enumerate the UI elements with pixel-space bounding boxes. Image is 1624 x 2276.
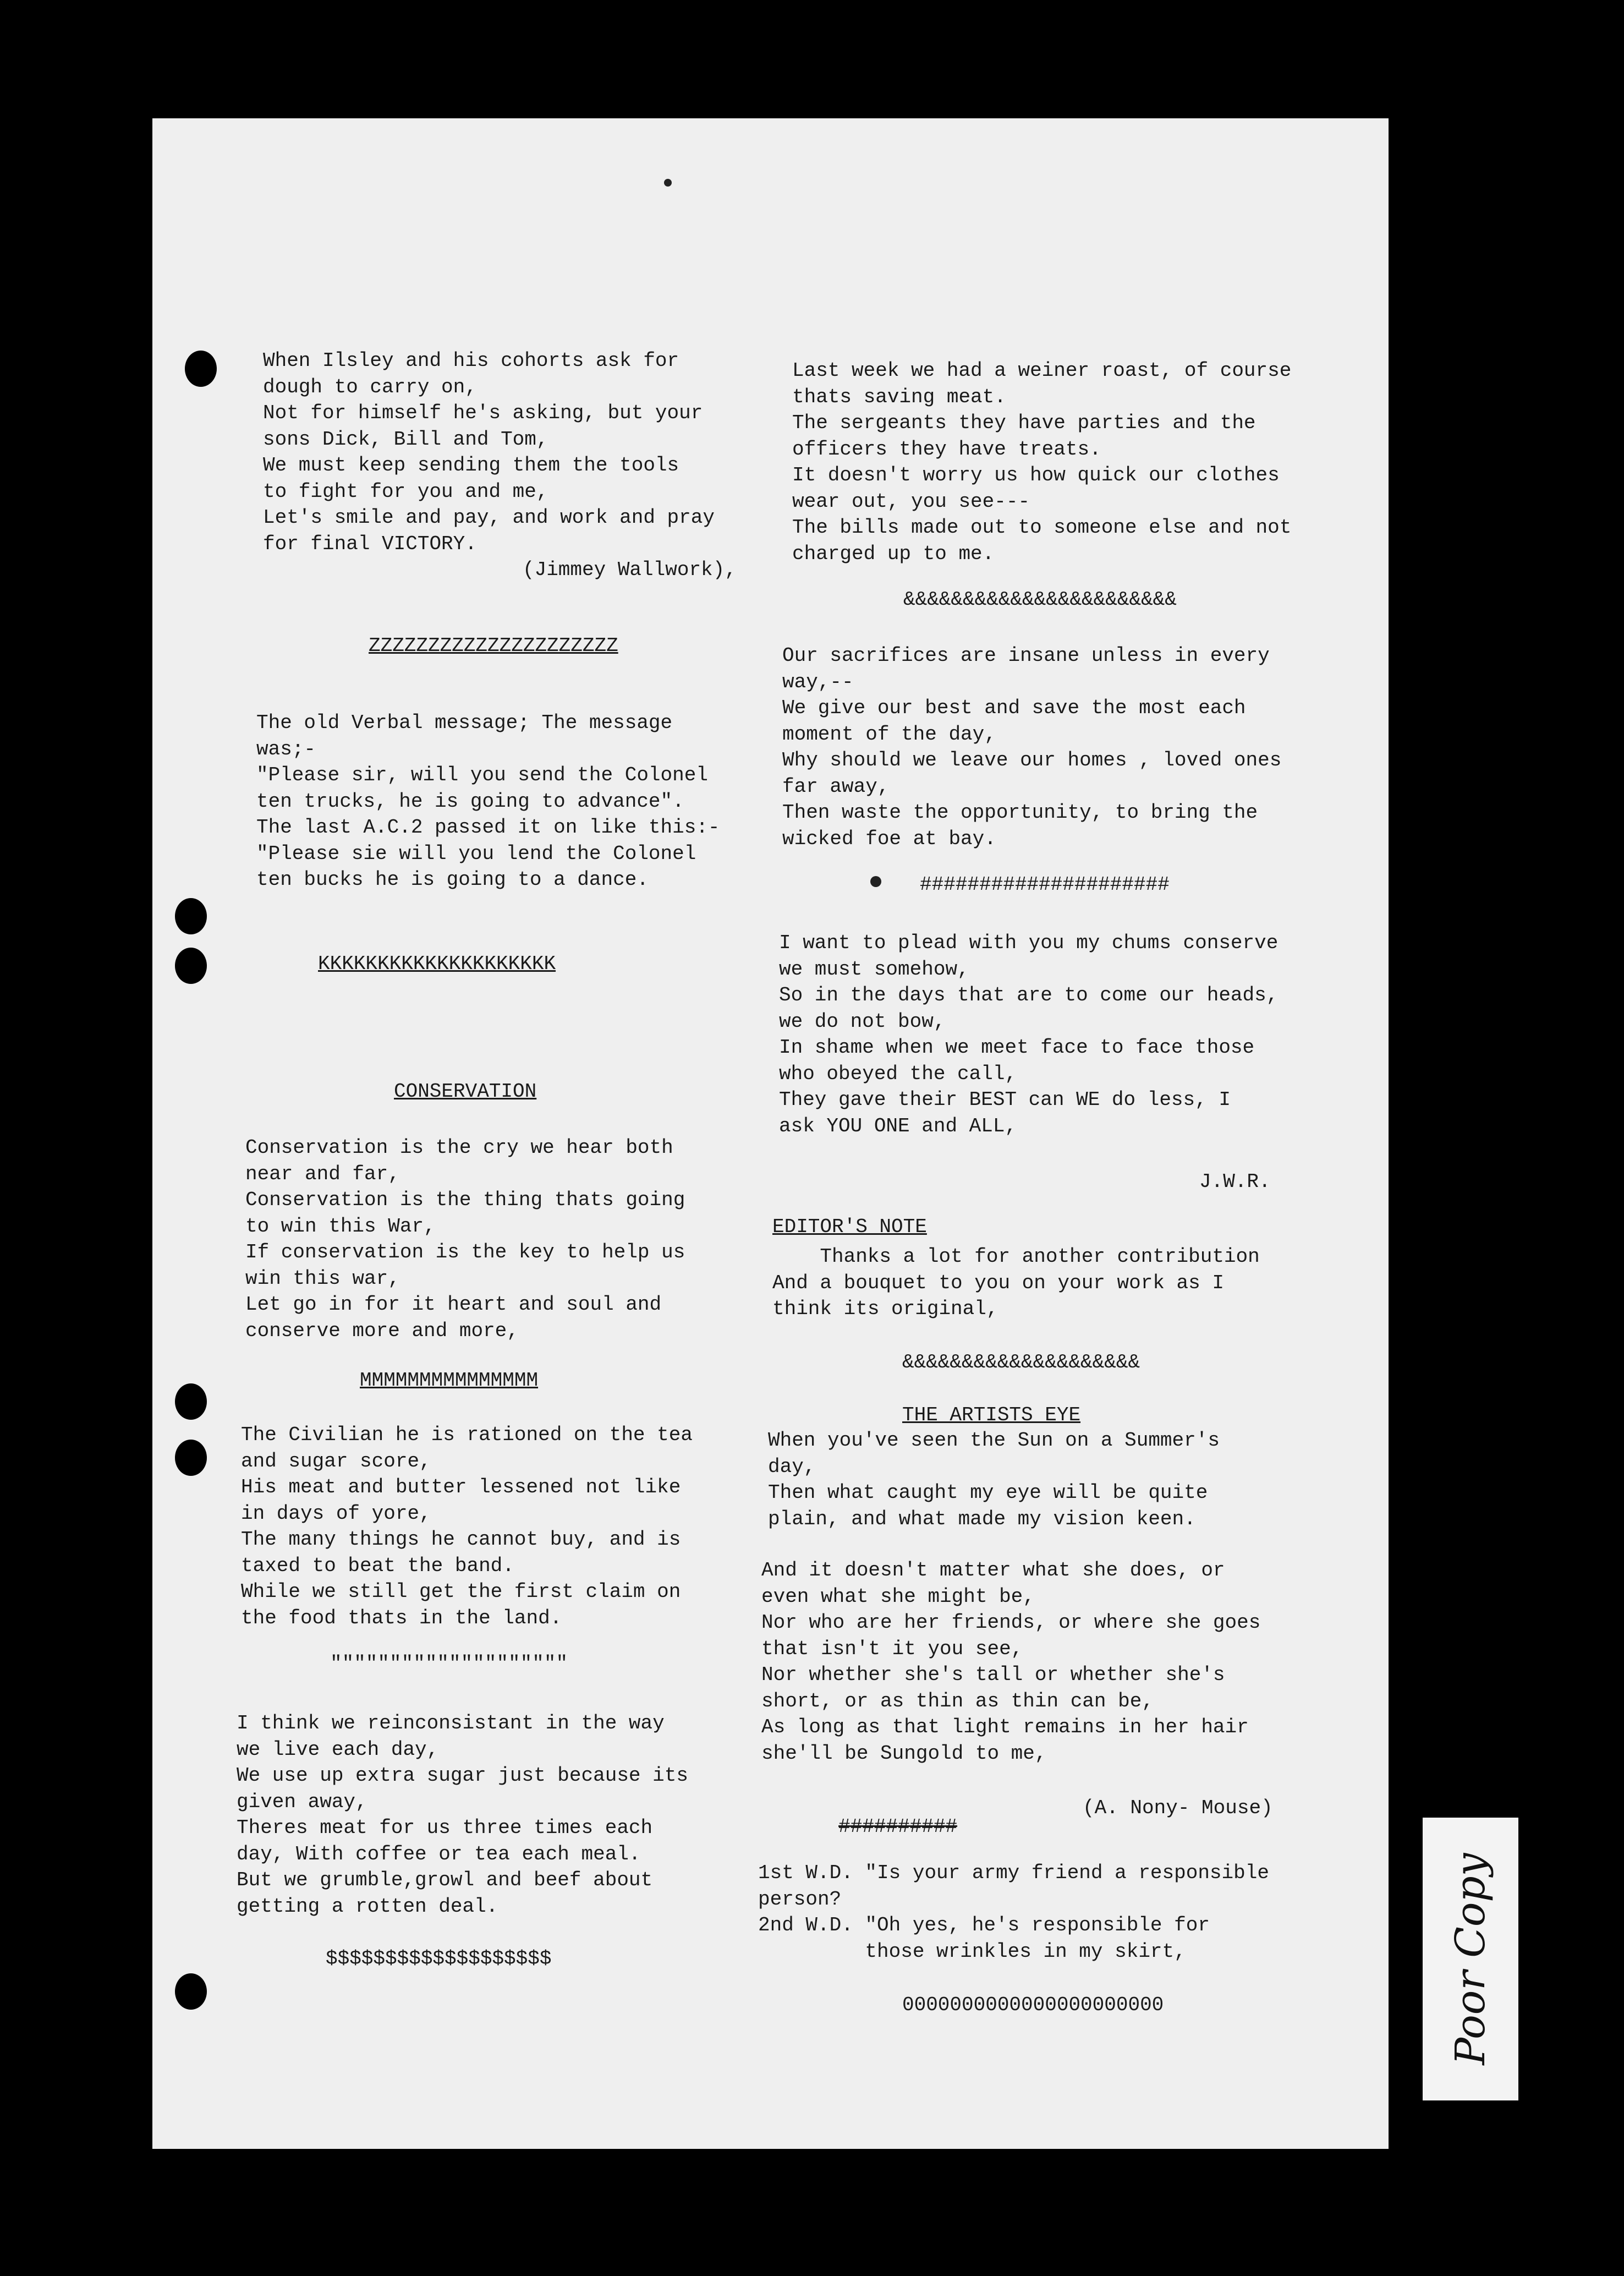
line: way,--	[782, 670, 854, 693]
line: And it doesn't matter what she does, or	[761, 1559, 1225, 1582]
line: ten trucks, he is going to advance".	[256, 790, 684, 813]
line: As long as that light remains in her hair	[761, 1716, 1249, 1738]
paper-speck	[870, 876, 881, 887]
line: in days of yore,	[241, 1502, 431, 1525]
line: she'll be Sungold to me,	[761, 1742, 1047, 1765]
line: to win this War,	[245, 1214, 436, 1238]
conservation-title: CONSERVATION	[394, 1080, 537, 1103]
poem-ilsley-author: (Jimmey Wallwork),	[523, 559, 737, 581]
punch-hole	[175, 1383, 207, 1420]
line: far away,	[782, 775, 890, 798]
divider-ampersand-2: &&&&&&&&&&&&&&&&&&&&	[902, 1351, 1140, 1374]
line: Our sacrifices are insane unless in every	[782, 644, 1270, 667]
line: So in the days that are to come our heads,	[779, 984, 1279, 1006]
paper-speck	[664, 179, 672, 187]
line: plain, and what made my vision keen.	[768, 1507, 1196, 1530]
line: for final VICTORY.	[263, 532, 477, 555]
line: we do not bow,	[779, 1010, 946, 1033]
line: They gave their BEST can WE do less, I	[779, 1088, 1231, 1111]
conservation-verse	[245, 1135, 685, 1344]
line: "Please sie will you lend the Colonel	[256, 842, 696, 865]
divider-zeros: 0000000000000000000000	[902, 1994, 1164, 2016]
punch-hole	[175, 1973, 207, 2010]
line: that isn't it you see,	[761, 1637, 1023, 1660]
verbal-message	[256, 710, 720, 893]
line: The bills made out to someone else and not	[792, 516, 1292, 539]
divider-z: ZZZZZZZZZZZZZZZZZZZZZ	[369, 634, 618, 657]
line: Nor who are her friends, or where she goes	[761, 1611, 1261, 1634]
line: Last week we had a weiner roast, of course	[792, 359, 1292, 382]
artists-eye-title: THE ARTISTS EYE	[902, 1404, 1081, 1426]
line: His meat and butter lessened not like	[241, 1476, 681, 1498]
line: 1st W.D. "Is your army friend a responsible	[758, 1862, 1269, 1884]
line: taxed to beat the band.	[241, 1554, 514, 1577]
line: near and far,	[245, 1162, 400, 1185]
divider-m: MMMMMMMMMMMMMMM	[360, 1369, 539, 1392]
line: those wrinkles in my skirt,	[758, 1940, 1186, 1963]
line: even what she might be,	[761, 1585, 1035, 1608]
line: It doesn't worry us how quick our clothes	[792, 464, 1280, 486]
sacrifice-verse	[782, 643, 1281, 852]
line: ask YOU ONE and ALL,	[779, 1114, 1017, 1137]
plead-verse	[779, 930, 1278, 1139]
line: Let go in for it heart and soul and	[245, 1293, 662, 1316]
artists-eye-verse	[768, 1427, 1220, 1532]
divider-quotes: """"""""""""""""""""	[330, 1653, 568, 1675]
line: The sergeants they have parties and the	[792, 412, 1256, 434]
line: officers they have treats.	[792, 437, 1101, 461]
line: sons Dick, Bill and Tom,	[263, 428, 548, 451]
plead-signature: J.W.R.	[1199, 1170, 1271, 1193]
punch-hole	[185, 351, 217, 387]
line: Conservation is the thing thats going	[245, 1189, 685, 1211]
line: Then what caught my eye will be quite	[768, 1481, 1208, 1504]
line: In shame when we meet face to face those	[779, 1036, 1255, 1059]
line: wicked foe at bay.	[782, 827, 996, 850]
line: While we still get the first claim on	[241, 1580, 681, 1603]
line: Thanks a lot for another contribution	[772, 1245, 1260, 1268]
line: If conservation is the key to help us	[245, 1241, 685, 1263]
line: The many things he cannot buy, and is	[241, 1528, 681, 1551]
line: 2nd W.D. "Oh yes, he's responsible for	[758, 1914, 1210, 1936]
line: Let's smile and pay, and work and pray	[263, 506, 715, 529]
line: We must keep sending them the tools	[263, 454, 679, 477]
line: we live each day,	[237, 1738, 439, 1761]
line: When you've seen the Sun on a Summer's	[768, 1429, 1220, 1452]
civilian-verse	[241, 1422, 693, 1631]
line: The old Verbal message; The message	[256, 712, 673, 734]
line: who obeyed the call,	[779, 1062, 1017, 1085]
divider-hash-2: ##########	[838, 1815, 958, 1838]
punch-hole	[175, 1440, 207, 1476]
line: and sugar score,	[241, 1449, 431, 1473]
line: But we grumble,growl and beef about	[237, 1869, 653, 1891]
line: person?	[758, 1887, 842, 1911]
line: moment of the day,	[782, 723, 996, 746]
line: dough to carry on,	[263, 375, 477, 398]
weiner-verse	[792, 358, 1291, 567]
line: I want to plead with you my chums conserve	[779, 932, 1279, 954]
editors-note	[772, 1244, 1260, 1322]
line: "Please sir, will you send the Colonel	[256, 764, 708, 786]
line: ten bucks he is going to a dance.	[256, 868, 649, 891]
line: Conservation is the cry we hear both	[245, 1136, 673, 1159]
inconsistent-verse	[237, 1710, 688, 1919]
line: to fight for you and me,	[263, 480, 548, 503]
line: we must somehow,	[779, 958, 969, 981]
line: We give our best and save the most each	[782, 697, 1246, 719]
line: The last A.C.2 passed it on like this:-	[256, 816, 720, 839]
line: The Civilian he is rationed on the tea	[241, 1424, 693, 1446]
punch-hole	[175, 948, 207, 984]
poor-copy-label	[1423, 1818, 1518, 2100]
line: Why should we leave our homes , loved ones	[782, 749, 1282, 772]
line: Nor whether she's tall or whether she's	[761, 1664, 1225, 1686]
line: Then waste the opportunity, to bring the	[782, 801, 1258, 824]
line: short, or as thin as thin can be,	[761, 1689, 1154, 1713]
line: thats saving meat.	[792, 385, 1006, 408]
line: given away,	[237, 1790, 367, 1813]
artists-eye-verse-2	[761, 1557, 1260, 1766]
line: I think we reinconsistant in the way	[237, 1712, 665, 1735]
line: charged up to me.	[792, 542, 995, 565]
line: conserve more and more,	[245, 1319, 519, 1342]
line: wear out, you see---	[792, 490, 1030, 513]
poem-ilsley	[263, 348, 715, 557]
line: the food thats in the land.	[241, 1606, 562, 1629]
line: Not for himself he's asking, but your	[263, 402, 703, 424]
line: day, With coffee or tea each meal.	[237, 1842, 641, 1865]
divider-k: KKKKKKKKKKKKKKKKKKKK	[318, 953, 556, 975]
line: We use up extra sugar just because its	[237, 1764, 688, 1787]
line: think its original,	[772, 1298, 998, 1320]
divider-dollars: $$$$$$$$$$$$$$$$$$$	[326, 1947, 552, 1970]
editors-note-title: EDITOR'S NOTE	[772, 1216, 927, 1238]
divider-hash: #####################	[920, 873, 1170, 896]
line: And a bouquet to you on your work as I	[772, 1271, 1224, 1294]
artists-eye-author: (A. Nony- Mouse)	[1083, 1797, 1273, 1819]
line: When Ilsley and his cohorts ask for	[263, 349, 679, 372]
poor-copy-text: Poor Copy	[1447, 1853, 1494, 2065]
line: getting a rotten deal.	[237, 1895, 498, 1918]
line: win this war,	[245, 1267, 400, 1290]
punch-hole	[175, 898, 207, 934]
joke	[758, 1860, 1269, 1965]
line: day,	[768, 1455, 816, 1478]
line: was;-	[256, 737, 316, 761]
line: Theres meat for us three times each	[237, 1817, 653, 1839]
divider-ampersand: &&&&&&&&&&&&&&&&&&&&&&&	[903, 588, 1177, 611]
